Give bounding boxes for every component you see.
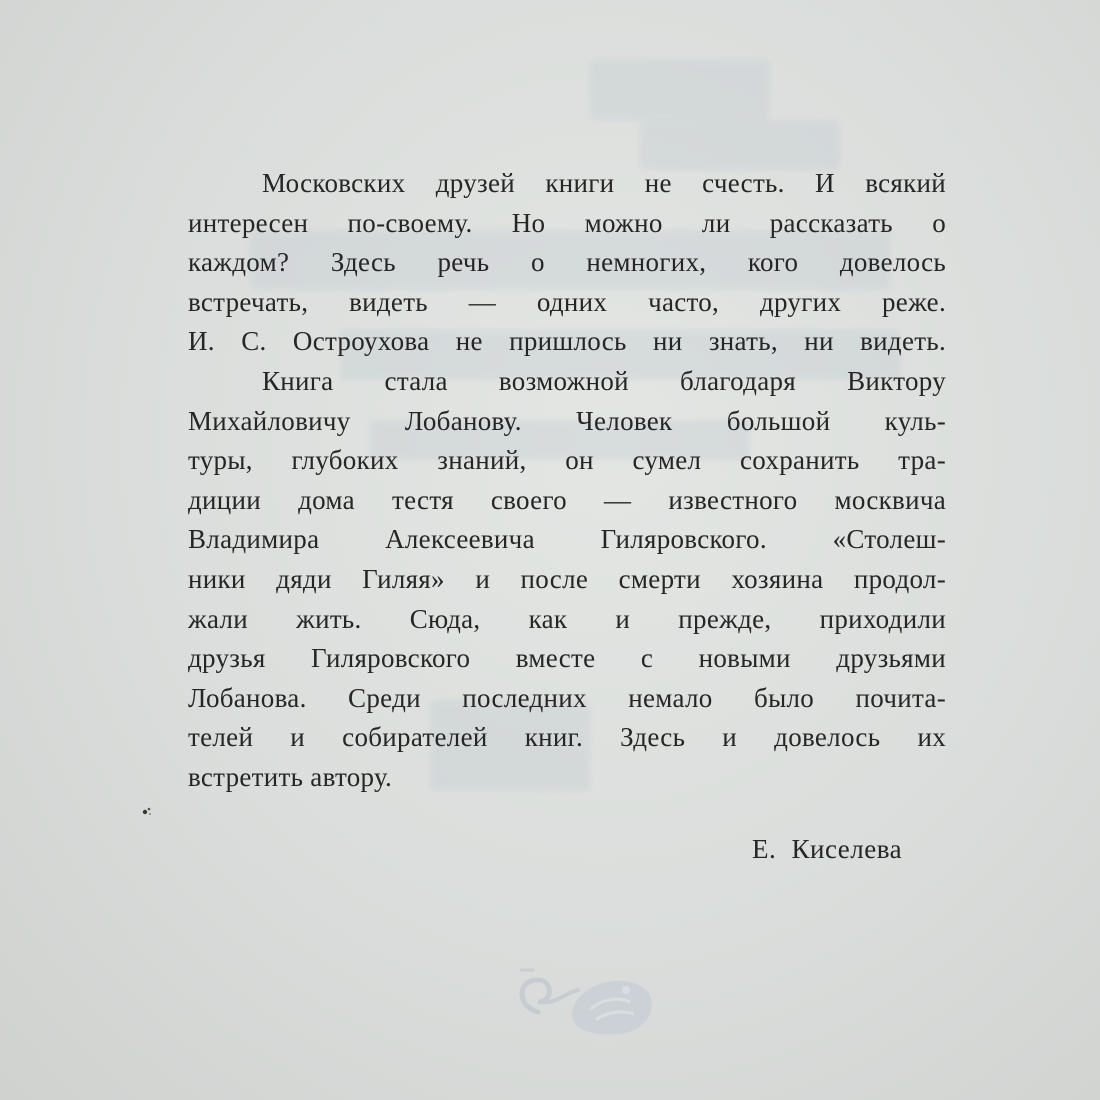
body-text [188, 164, 946, 798]
text-line: жали жить. Сюда, как и прежде, приходили [188, 603, 946, 634]
paragraph-2 [188, 362, 946, 798]
text-line: встретить автору. [188, 761, 393, 792]
text-line: И. С. Остроухова не пришлось ни знать, ни видеть. [188, 326, 946, 357]
ink-speck [140, 804, 154, 818]
text-line: интересен по-своему. Но можно ли рассказать о [188, 207, 946, 238]
show-through-print [590, 60, 770, 120]
text-line: каждом? Здесь речь о немногих, кого довелось [188, 247, 946, 278]
show-through-print [640, 120, 840, 170]
text-line: туры, глубоких знаний, он сумел сохранить тра- [188, 445, 946, 476]
text-line: друзья Гиляровского вместе с новыми друзьями [188, 643, 946, 674]
paragraph-1 [188, 164, 946, 362]
text-line: Михайловичу Лобанову. Человек большой куль- [188, 405, 946, 436]
text-line: ники дяди Гиляя» и после смерти хозяина продол- [188, 563, 946, 594]
floral-ornament-icon [508, 952, 668, 1042]
text-line: Владимира Алексеевича Гиляровского. «Столеш- [188, 524, 946, 555]
text-line: телей и собирателей книг. Здесь и довелось их [188, 722, 946, 753]
text-line: Лобанова. Среди последних немало было почита- [188, 682, 946, 713]
text-line: диции дома тестя своего — известного москвича [188, 484, 946, 515]
text-line: встречать, видеть — одних часто, других реже. [188, 286, 946, 317]
author-signature: Е. Киселева [752, 834, 903, 864]
text-line: Московских друзей книги не счесть. И всякий [262, 168, 946, 198]
text-line: Книга стала возможной благодаря Виктору [262, 365, 946, 396]
